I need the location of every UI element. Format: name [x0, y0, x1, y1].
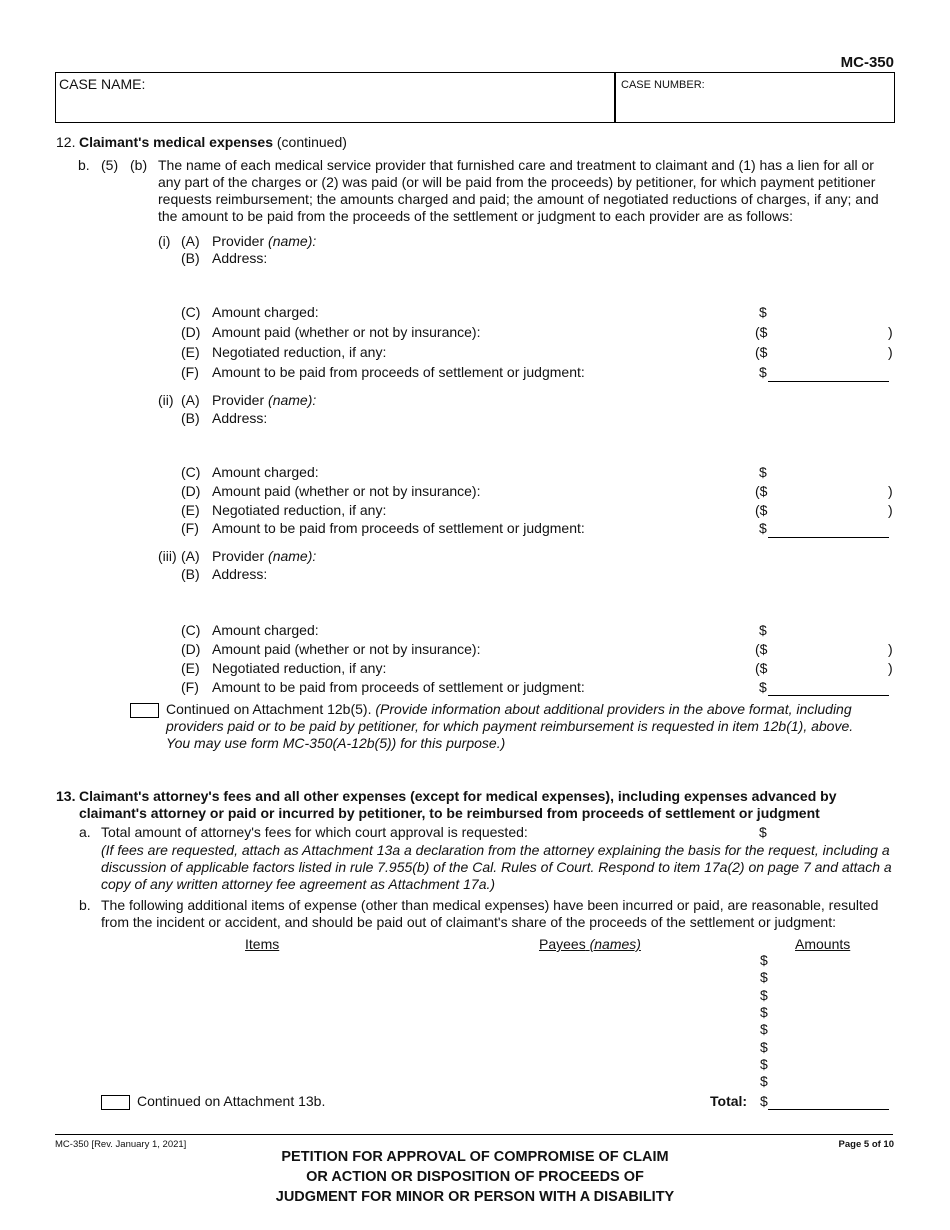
provider-iii-d-label: (D): [181, 641, 201, 657]
amount-row-1: $: [760, 952, 768, 968]
provider-i-label: (i): [158, 233, 171, 249]
provider-ii-c-label: (C): [181, 464, 201, 480]
provider-ii-paid-dollar: ($: [755, 483, 768, 499]
provider-i-paid-close: ): [888, 324, 893, 340]
continued-13b-label: Continued on Attachment 13b.: [137, 1093, 326, 1109]
amount-row-4: $: [760, 1004, 768, 1020]
provider-i-name-hint: (name):: [268, 233, 317, 249]
provider-ii-reduction-dollar: ($: [755, 502, 768, 518]
provider-i-reduction: Negotiated reduction, if any:: [212, 344, 387, 360]
provider-i-c-label: (C): [181, 304, 201, 320]
continued-12b5-line-1: [166, 701, 852, 717]
provider-ii-a-label: (A): [181, 392, 200, 408]
amount-row-3: $: [760, 987, 768, 1003]
item-13a-text: Total amount of attorney's fees for which court approval is requested:: [101, 824, 528, 840]
provider-i-paid: Amount paid (whether or not by insurance):: [212, 324, 481, 340]
item-12b5b-line-3: requests reimbursement; the amounts charged and paid; the amount of negotiated reductions of charges, if any; and: [158, 191, 879, 207]
continued-12b5-note-1: (Provide information about additional providers in the above format, including: [375, 701, 852, 717]
provider-iii-c-label: (C): [181, 622, 201, 638]
provider-iii-reduction: Negotiated reduction, if any:: [212, 660, 387, 676]
provider-iii-reduction-close: ): [888, 660, 893, 676]
provider-i-charged: Amount charged:: [212, 304, 319, 320]
footer-title-3: JUDGMENT FOR MINOR OR PERSON WITH A DISABILITY: [275, 1189, 675, 1205]
item-12-heading: [79, 134, 347, 150]
item-13a-note-3: copy of any written attorney fee agreement as Attachment 17a.): [101, 876, 496, 892]
item-13-title-2: claimant's attorney or paid or incurred by petitioner, to be reimbursed from proceeds of settlement or judgment: [79, 805, 820, 821]
continued-12b5-note-2: providers paid or to be paid by petitioner, for which payment reimbursement is requested in item 12b(1), above.: [166, 718, 854, 734]
provider-ii-b-label: (B): [181, 410, 200, 426]
provider-i-to-pay-dollar: $: [759, 364, 767, 380]
item-13b-label: b.: [79, 897, 91, 913]
item-12b5-label: (5): [101, 157, 119, 173]
item-13-title-1: Claimant's attorney's fees and all other expenses (except for medical expenses), including expenses advanced by: [79, 788, 837, 804]
case-header-box: [55, 72, 895, 123]
item-12-number: 12.: [56, 134, 76, 150]
provider-ii-name: [212, 392, 316, 408]
form-id: MC-350: [840, 54, 894, 71]
provider-ii-to-pay: Amount to be paid from proceeds of settlement or judgment:: [212, 520, 585, 536]
total-line[interactable]: [768, 1109, 889, 1110]
provider-i-d-label: (D): [181, 324, 201, 340]
provider-ii-e-label: (E): [181, 502, 200, 518]
item-12b5b-line-2: any part of the charges or (2) was paid (or will be paid from the proceeds) by petitioner, for which payment petitioner: [158, 174, 876, 190]
provider-iii-address: Address:: [212, 566, 268, 582]
provider-ii-name-label: Provider: [212, 392, 265, 408]
provider-i-name-label: Provider: [212, 233, 265, 249]
provider-i-reduction-close: ): [888, 344, 893, 360]
case-number-label: CASE NUMBER:: [621, 79, 705, 91]
provider-iii-name-hint: (name):: [268, 548, 317, 564]
amount-row-6: $: [760, 1039, 768, 1055]
footer-title-2: OR ACTION OR DISPOSITION OF PROCEEDS OF: [306, 1169, 644, 1185]
provider-ii-address: Address:: [212, 410, 268, 426]
provider-ii-charged-dollar: $: [759, 464, 767, 480]
continued-12b5-note-3: You may use form MC-350(A-12b(5)) for this purpose.): [166, 735, 506, 751]
total-dollar: $: [760, 1093, 768, 1109]
provider-iii-paid-close: ): [888, 641, 893, 657]
provider-iii-to-pay-line[interactable]: [768, 695, 889, 696]
provider-i-to-pay-line[interactable]: [768, 381, 889, 382]
item-12b-label: b.: [78, 157, 90, 173]
amount-row-8: $: [760, 1073, 768, 1089]
provider-iii-a-label: (A): [181, 548, 200, 564]
provider-i-reduction-dollar: ($: [755, 344, 768, 360]
provider-ii-charged: Amount charged:: [212, 464, 319, 480]
provider-ii-f-label: (F): [181, 520, 199, 536]
item-12b5b-line-1: The name of each medical service provider that furnished care and treatment to claimant and (1) has a lien for all or: [158, 157, 874, 173]
provider-iii-name-label: Provider: [212, 548, 265, 564]
provider-ii-name-hint: (name):: [268, 392, 317, 408]
provider-ii-reduction: Negotiated reduction, if any:: [212, 502, 387, 518]
provider-ii-label: (ii): [158, 392, 174, 408]
case-header-divider: [614, 73, 616, 122]
total-label: Total:: [710, 1093, 748, 1109]
provider-iii-to-pay-dollar: $: [759, 679, 767, 695]
provider-iii-name: [212, 548, 316, 564]
col-items-header: Items: [245, 936, 280, 952]
footer-page: Page 5 of 10: [838, 1139, 894, 1150]
item-13a-dollar: $: [759, 824, 767, 840]
provider-iii-charged-dollar: $: [759, 622, 767, 638]
footer-rev: MC-350 [Rev. January 1, 2021]: [55, 1139, 187, 1150]
provider-iii-label: (iii): [158, 548, 177, 564]
amount-row-2: $: [760, 969, 768, 985]
provider-ii-reduction-close: ): [888, 502, 893, 518]
provider-i-address: Address:: [212, 250, 268, 266]
item-13-number: 13.: [56, 788, 76, 804]
item-13a-note-2: discussion of applicable factors listed in rule 7.955(b) of the Cal. Rules of Court. Respond to item 17a(2) on page 7 and attach a: [101, 859, 892, 875]
provider-i-name: [212, 233, 316, 249]
item-13b-text-1: The following additional items of expense (other than medical expenses) have been incurred or paid, are reasonable, resulted: [101, 897, 879, 913]
provider-ii-to-pay-dollar: $: [759, 520, 767, 536]
provider-iii-charged: Amount charged:: [212, 622, 319, 638]
provider-iii-to-pay: Amount to be paid from proceeds of settlement or judgment:: [212, 679, 585, 695]
col-amounts-header: Amounts: [795, 936, 851, 952]
provider-iii-f-label: (F): [181, 679, 199, 695]
footer-title: [200, 1147, 750, 1207]
provider-i-charged-dollar: $: [759, 304, 767, 320]
item-12b5b-label: (b): [130, 157, 148, 173]
provider-iii-paid: Amount paid (whether or not by insurance):: [212, 641, 481, 657]
provider-i-f-label: (F): [181, 364, 199, 380]
provider-iii-e-label: (E): [181, 660, 200, 676]
case-name-label: CASE NAME:: [59, 76, 146, 92]
footer-title-1: PETITION FOR APPROVAL OF COMPROMISE OF CLAIM: [281, 1149, 669, 1165]
provider-i-e-label: (E): [181, 344, 200, 360]
item-12-title: Claimant's medical expenses: [79, 134, 273, 150]
provider-ii-paid-close: ): [888, 483, 893, 499]
item-12-continued: (continued): [276, 134, 347, 150]
col-payees-hint: (names): [589, 936, 641, 952]
provider-i-paid-dollar: ($: [755, 324, 768, 340]
item-12b5b-line-4: the amount to be paid from the proceeds of the settlement or judgment to each provider are as follows:: [158, 208, 794, 224]
amount-row-7: $: [760, 1056, 768, 1072]
item-13b-text-2: from the incident or accident, and should be paid out of claimant's share of the proceeds of the settlement or judgment:: [101, 914, 836, 930]
provider-i-to-pay: Amount to be paid from proceeds of settlement or judgment:: [212, 364, 585, 380]
provider-i-a-label: (A): [181, 233, 200, 249]
provider-iii-reduction-dollar: ($: [755, 660, 768, 676]
amount-row-5: $: [760, 1021, 768, 1037]
provider-ii-paid: Amount paid (whether or not by insurance):: [212, 483, 481, 499]
continued-12b5-label: Continued on Attachment 12b(5).: [166, 701, 372, 717]
item-13a-note-1: (If fees are requested, attach as Attachment 13a a declaration from the attorney explaining the basis for the request, including a: [101, 842, 890, 858]
provider-iii-paid-dollar: ($: [755, 641, 768, 657]
provider-i-b-label: (B): [181, 250, 200, 266]
provider-iii-b-label: (B): [181, 566, 200, 582]
provider-ii-to-pay-line[interactable]: [768, 537, 889, 538]
footer-rule: [55, 1134, 893, 1135]
continued-12b5-checkbox[interactable]: [130, 703, 159, 718]
continued-13b-checkbox[interactable]: [101, 1095, 130, 1110]
provider-ii-d-label: (D): [181, 483, 201, 499]
col-payees-label: Payees: [539, 936, 586, 952]
item-13a-label: a.: [79, 824, 91, 840]
col-payees-header: [539, 936, 641, 952]
